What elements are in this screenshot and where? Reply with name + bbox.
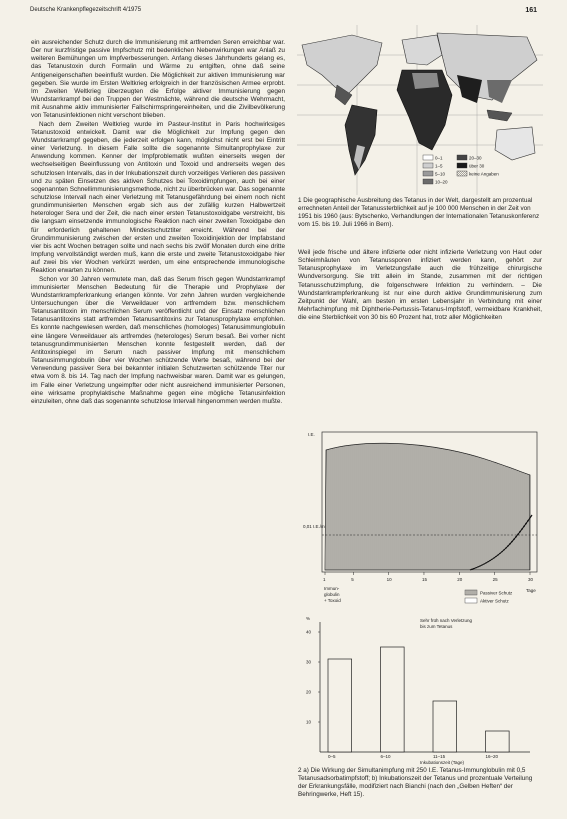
x-tick-label: 25: [492, 577, 498, 582]
bar: [433, 701, 457, 752]
x-axis-label: Inkubationszeit (Tage): [420, 760, 465, 765]
y-tick-label: 20: [306, 689, 312, 695]
x-tick-label: 1: [323, 577, 326, 582]
figure-2-caption: 2 a) Die Wirkung der Simultanimpfung mit 250 I.E. Tetanus-Immunglobulin mit 0,5 Tetanusadsorbatimpfstoff; b) Inkubationszeit der Tetanus und prozentuale Verteilung der Erkrankungsfälle, modifiziert nach Bianchi (nach den „Gelben Heften“ der Behringwerke, Heft 15).: [298, 767, 533, 799]
journal-title: Deutsche Krankenpflegezeitschrift 4/1975: [30, 7, 142, 13]
x-axis-unit: Tage: [526, 588, 536, 593]
category-label: 16–20: [485, 754, 499, 759]
x-tick-label: 30: [528, 577, 534, 582]
svg-text:über 30: über 30: [469, 163, 485, 169]
x-label-line: + Toxoid: [324, 598, 341, 603]
left-column: [31, 39, 285, 809]
category-label: 11–15: [433, 754, 446, 759]
page-header: [30, 7, 537, 19]
world-map-figure: [297, 25, 543, 197]
y-tick-label: 30: [306, 659, 312, 665]
y-tick-label: 40: [306, 629, 312, 635]
paragraph: Nach dem Zweiten Weltkrieg wurde im Pasteur-Institut in Paris hochwirksiges Tetanustoxoid entwickelt. Damit war die Möglichkeit zur Impfung gegen den Wundstarrkrampf gegeben, die jederzeit erfolgen kann, möglichst nicht erst bei Eintritt einer Verletzung. In diesem Falle sollte die sogenannte Simultanprophylaxe zur Anwendung kommen. Kenner der Impfproblematik wußten einerseits wegen der wechselseitigen Beeinflussung von Antitoxin und Toxoid und andrerseits wegen des schutzlosen Intervalls, das in der Inkubationszeit durch vorzeitiges Verlieren des passiven und zu späten Einsetzen des aktiven Schutzes bei Toxoidimpfungen, auch bei einer sogenannten Schnellimmunisierungsmethode, nicht zu überbrücken war. Das sogenannte schutzlose Intervall nach einer Verletzung mit Tetanusgefährdung bei einem noch nicht grundimmunisierten Menschen ergab sich aus der zufällig kurzen Halbwertzeit heterologer Sera und der Zeit, die nach einer ersten Tetanustoxoidgabe verstreicht, bis die langsam einsetzende immunologische Reaktion nach einer zweiten Toxoidgabe den für erforderlich gehaltenen Mindestschutztiter erreicht. Während bei der Grundimmunisierung zwischen der ersten und zweiten Toxoidinjektion der Impfabstand vier bis acht Wochen betragen sollte und nach sechs bis zwölf Monaten durch eine dritte Impfung vervollständigt werden muß, kann die erste und zweite Tetanustoxoidgabe hier auf zwei bis vier Wochen verkürzt werden, um eine entsprechende immunologische Reaktion erwarten zu können.: [31, 120, 285, 275]
x-tick-label: 5: [351, 577, 354, 582]
incubation-bar-chart: [300, 612, 544, 768]
svg-text:5–10: 5–10: [435, 171, 446, 177]
legend-line: bis zum Tetanus: [420, 624, 453, 629]
figure-1-caption: 1 Die geographische Ausbreitung des Tetanus in der Welt, dargestellt am prozentual errechneten Anteil der Tetanussterblichkeit auf je 100 000 Menschen in der Zeit von 1951 bis 1960 (aus: Bytschenko, Verhandlungen der Internationalen Tetanuskonferenz vom 15. bis 19. Juli 1966 in Bern).: [298, 197, 540, 229]
legend-passive: Passiver Schutz: [480, 590, 513, 596]
category-label: 6–10: [380, 754, 391, 759]
x-tick-label: 20: [457, 577, 463, 582]
legend-active: Aktiver Schutz: [480, 598, 509, 604]
svg-text:10–20: 10–20: [435, 179, 448, 185]
bar: [381, 647, 405, 752]
legend-swatch-passive: [465, 590, 477, 595]
legend-swatch-active: [465, 598, 477, 603]
bar: [486, 731, 510, 752]
paragraph: ein ausreichender Schutz durch die Immunisierung mit artfremden Seren erreichbar war. Der nur kurzfristige passive Impfschutz mit bedenklichen Nebenwirkungen war Anlaß zu weiteren Bemühungen um Impfverbesserungen. Anfang dieses Jahrhunderts gelang es, das Tetanustoxin durch Formalin und Wärme zu entgiften, ohne daß seine Antigeneigenschaften beeinflußt wurden. Die Möglichkeit zur aktiven Immunisierung war gegeben. Sie wurde im Ersten Weltkrieg erfolgreich in der französischen Armee erprobt. Im Zweiten Weltkrieg überzeugten die Erfolge aktiver Immunisierung gegen Wundstarrkrampf bei den Truppen der Westmächte, während die deutsche Wehrmacht, mit Ausnahme aktiv immunisierter Fallschirmspringereinheiten, und die Zivilbevölkerung von Tetanusinfektionen nicht verschont blieben.: [31, 39, 285, 120]
y-axis-label: I.E.: [308, 432, 315, 437]
protection-curve-chart: [300, 420, 544, 610]
x-label-line: Immun-: [324, 586, 340, 591]
right-column: [298, 249, 542, 419]
svg-text:0–1: 0–1: [435, 155, 443, 161]
y-tick-label: 10: [306, 719, 312, 725]
svg-text:20–30: 20–30: [469, 155, 482, 161]
bar: [328, 659, 352, 752]
svg-text:1–5: 1–5: [435, 163, 443, 169]
paragraph: Weil jede frische und ältere infizierte oder nicht infizierte Verletzung von Haut oder Schleimhäuten von Tetanussporen infiziert werden kann, gehört zur Tetanusprophylaxe im Verletzungsfalle auch die frühzeitige chirurgische Wundversorgung. Sie tritt allein im Stande, zusammen mit der richtigen Tetanusschutzimpfung, die folgenschwere Infektion zu verhindern. – Die Wundstarrkrampferkrankung ist nur eine durch aktive Grundimmunisierung zum Zeitpunkt der Wahl, am besten im ersten Lebensjahr in Verbindung mit einer Mehrfachimpfung mit Diphtherie-Pertussis-Tetanus-Impfstoff, vermeidbare Krankheit, die eine Sterblichkeit von 30 bis 60 Prozent hat, trotz aller Möglichkeiten: [298, 249, 542, 322]
passive-protection-area: [325, 443, 530, 570]
page-number: 161: [525, 7, 537, 14]
reference-label: 0,01 I.E./ml: [303, 524, 326, 529]
x-tick-label: 10: [386, 577, 392, 582]
x-label-line: globulin: [324, 592, 340, 597]
paragraph: Schon vor 30 Jahren vermutete man, daß das Serum frisch gegen Wundstarrkrampf immunisierter Menschen Bedeutung für die Therapie und Prophylaxe der Wundstarrkrampferkrankung erlangen könnte. Vor zehn Jahren wurden vergleichende Untersuchungen über die Verweildauer von artfremdem bzw. menschlichem Tetanusantitoxin im menschlichen Serum veröffentlicht und der Einsatz menschlichen Tetanusantitoxins statt artfremden Tetanusantitoxins zur Tetanusprophylaxe empfohlen. Es konnte nachgewiesen werden, daß menschliches (homologes) Tetanusimmunglobulin eine längere Verweildauer als artfremdes (heterologes) Serum besaß. Bei vorher nicht tetanusgrundimmunisierten Menschen konnte festgestellt werden, daß der Antitoxinspiegel im Serum nach passiver Impfung mit menschlichem Tetanusimmunglobulin über vier Wochen schützende Werte besaß, während bei der Verwendung passiver Sera bei bekannter initialen Schutzwerten schützende Titer nur etwa vom 8. bis 14. Tag nach der Impfung nachweisbar waren. Damit war es gelungen, im Falle einer Verletzung ungeimpfter oder nicht ausreichend immunisierter Personen, eine wirksame prophylaktische Maßnahme gegen eine mögliche Tetanusinfektion einzuleiten, ohne daß das sogenannte schutzlose Intervall hingenommen werden mußte.: [31, 275, 285, 405]
x-tick-label: 15: [421, 577, 427, 582]
svg-text:keine Angaben: keine Angaben: [469, 171, 499, 177]
category-label: 0–5: [328, 754, 336, 759]
legend-line: Sehr früh nach Verletzung: [420, 618, 473, 623]
y-axis-unit: %: [306, 616, 311, 621]
